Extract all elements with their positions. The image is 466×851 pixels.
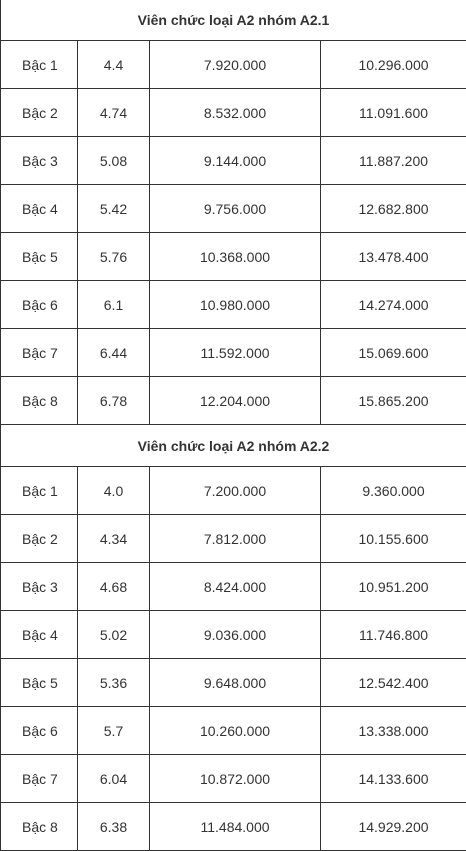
rank-cell: Bậc 5 xyxy=(1,233,78,281)
coefficient-cell: 4.74 xyxy=(78,89,150,137)
rank-cell: Bậc 4 xyxy=(1,611,78,659)
salary-cell: 7.812.000 xyxy=(150,515,321,563)
rank-cell: Bậc 4 xyxy=(1,185,78,233)
group-header-row xyxy=(1,0,466,41)
salary-cell: 11.484.000 xyxy=(150,803,321,851)
table-row xyxy=(1,659,466,707)
coefficient-cell: 6.38 xyxy=(78,803,150,851)
salary-new-cell: 14.929.200 xyxy=(321,803,466,851)
coefficient-cell: 5.42 xyxy=(78,185,150,233)
coefficient-cell: 6.04 xyxy=(78,755,150,803)
salary-new-cell: 10.951.200 xyxy=(321,563,466,611)
rank-cell: Bậc 7 xyxy=(1,329,78,377)
salary-cell: 10.368.000 xyxy=(150,233,321,281)
salary-cell: 9.648.000 xyxy=(150,659,321,707)
rank-cell: Bậc 1 xyxy=(1,41,78,89)
salary-new-cell: 9.360.000 xyxy=(321,467,466,515)
salary-new-cell: 13.338.000 xyxy=(321,707,466,755)
salary-table-body xyxy=(1,0,466,851)
salary-cell: 10.260.000 xyxy=(150,707,321,755)
rank-cell: Bậc 6 xyxy=(1,707,78,755)
salary-new-cell: 14.274.000 xyxy=(321,281,466,329)
salary-new-cell: 15.069.600 xyxy=(321,329,466,377)
salary-new-cell: 11.887.200 xyxy=(321,137,466,185)
salary-new-cell: 11.091.600 xyxy=(321,89,466,137)
salary-new-cell: 10.296.000 xyxy=(321,41,466,89)
coefficient-cell: 4.34 xyxy=(78,515,150,563)
salary-new-cell: 11.746.800 xyxy=(321,611,466,659)
coefficient-cell: 4.0 xyxy=(78,467,150,515)
coefficient-cell: 6.44 xyxy=(78,329,150,377)
table-row xyxy=(1,185,466,233)
table-row xyxy=(1,89,466,137)
table-row xyxy=(1,41,466,89)
rank-cell: Bậc 6 xyxy=(1,281,78,329)
salary-cell: 7.200.000 xyxy=(150,467,321,515)
salary-cell: 12.204.000 xyxy=(150,377,321,425)
rank-cell: Bậc 3 xyxy=(1,137,78,185)
salary-cell: 9.756.000 xyxy=(150,185,321,233)
salary-cell: 11.592.000 xyxy=(150,329,321,377)
rank-cell: Bậc 3 xyxy=(1,563,78,611)
salary-new-cell: 12.542.400 xyxy=(321,659,466,707)
salary-cell: 10.872.000 xyxy=(150,755,321,803)
salary-cell: 8.424.000 xyxy=(150,563,321,611)
coefficient-cell: 5.02 xyxy=(78,611,150,659)
table-row xyxy=(1,467,466,515)
table-row xyxy=(1,137,466,185)
rank-cell: Bậc 2 xyxy=(1,515,78,563)
salary-new-cell: 15.865.200 xyxy=(321,377,466,425)
coefficient-cell: 5.7 xyxy=(78,707,150,755)
rank-cell: Bậc 7 xyxy=(1,755,78,803)
rank-cell: Bậc 5 xyxy=(1,659,78,707)
group-title: Viên chức loại A2 nhóm A2.2 xyxy=(1,425,466,467)
group-header-row xyxy=(1,425,466,467)
table-row xyxy=(1,377,466,425)
coefficient-cell: 4.4 xyxy=(78,41,150,89)
salary-cell: 9.144.000 xyxy=(150,137,321,185)
group-title: Viên chức loại A2 nhóm A2.1 xyxy=(1,0,466,41)
table-row xyxy=(1,755,466,803)
rank-cell: Bậc 2 xyxy=(1,89,78,137)
salary-cell: 10.980.000 xyxy=(150,281,321,329)
rank-cell: Bậc 8 xyxy=(1,803,78,851)
table-row xyxy=(1,281,466,329)
salary-cell: 9.036.000 xyxy=(150,611,321,659)
salary-new-cell: 13.478.400 xyxy=(321,233,466,281)
table-row xyxy=(1,233,466,281)
table-row xyxy=(1,707,466,755)
coefficient-cell: 5.76 xyxy=(78,233,150,281)
salary-cell: 7.920.000 xyxy=(150,41,321,89)
coefficient-cell: 6.1 xyxy=(78,281,150,329)
table-row xyxy=(1,563,466,611)
rank-cell: Bậc 8 xyxy=(1,377,78,425)
salary-new-cell: 12.682.800 xyxy=(321,185,466,233)
table-row xyxy=(1,803,466,851)
coefficient-cell: 5.36 xyxy=(78,659,150,707)
table-row xyxy=(1,515,466,563)
salary-new-cell: 14.133.600 xyxy=(321,755,466,803)
coefficient-cell: 5.08 xyxy=(78,137,150,185)
coefficient-cell: 4.68 xyxy=(78,563,150,611)
table-row xyxy=(1,329,466,377)
rank-cell: Bậc 1 xyxy=(1,467,78,515)
salary-new-cell: 10.155.600 xyxy=(321,515,466,563)
coefficient-cell: 6.78 xyxy=(78,377,150,425)
salary-cell: 8.532.000 xyxy=(150,89,321,137)
table-row xyxy=(1,611,466,659)
